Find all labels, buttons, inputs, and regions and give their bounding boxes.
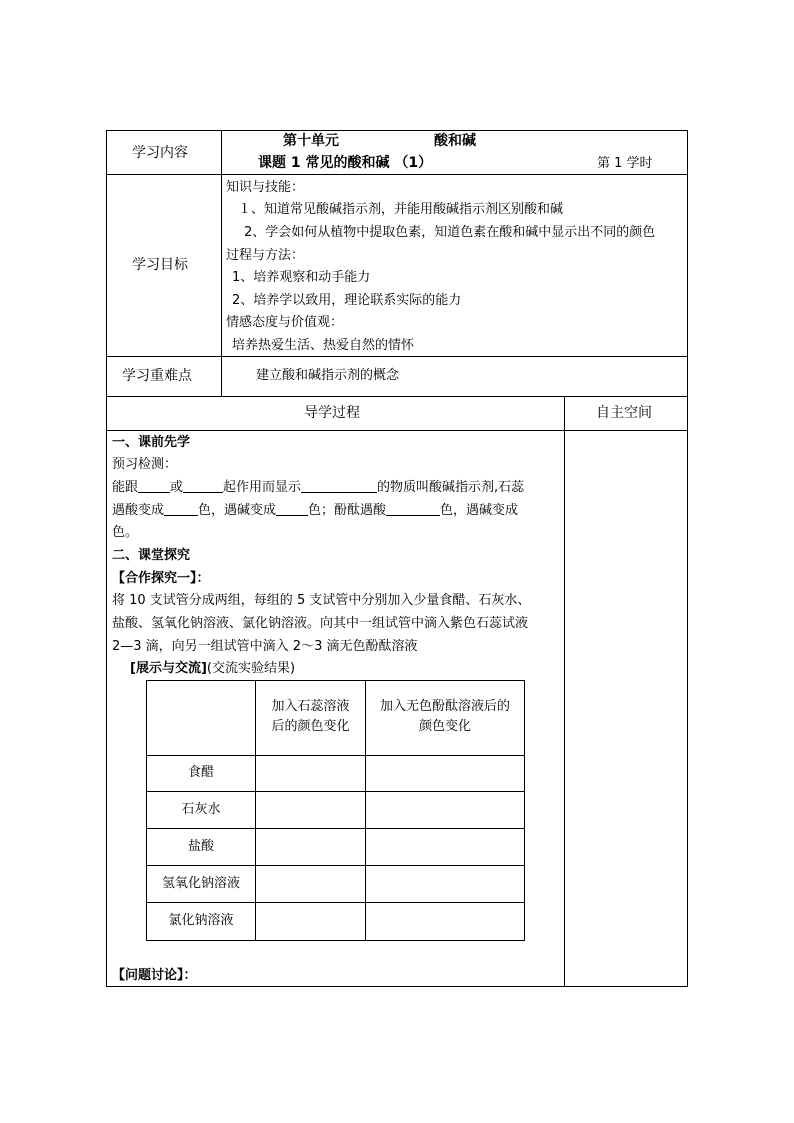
blank-field[interactable] <box>183 478 223 493</box>
result-table-divider <box>146 791 525 792</box>
header-line: 加入无色酚酞溶液后的 <box>379 699 510 714</box>
unit-title: 第十单元 <box>283 133 339 149</box>
result-table-divider <box>146 828 525 829</box>
table-border-top <box>106 130 688 131</box>
blank-field[interactable] <box>276 501 308 516</box>
table-divider <box>106 396 688 397</box>
result-row-label: 食醋 <box>187 765 214 780</box>
goal-line: 过程与方法： <box>226 248 305 263</box>
fill-line-3: 色。 <box>112 525 139 540</box>
result-row-label: 氢氧化钠溶液 <box>161 876 240 891</box>
goal-line: 2、学会如何从植物中提取色素，知道色素在酸和碱中显示出不同的颜色 <box>244 225 656 240</box>
result-col-phenolphthalein <box>366 697 524 737</box>
show-line <box>130 660 295 678</box>
unit-topic: 酸和碱 <box>434 133 476 149</box>
table-divider <box>106 174 688 175</box>
result-col-litmus <box>256 697 365 737</box>
section-preview-title: 一、课前先学 <box>112 435 191 450</box>
table-label-divider <box>221 130 222 396</box>
lesson-title: 课题 1 常见的酸和碱 （1） <box>258 155 433 171</box>
table-column-divider <box>564 396 565 986</box>
table-border-bottom <box>106 986 688 987</box>
show-title: [展示与交流] <box>130 661 207 676</box>
goal-line: 1、培养观察和动手能力 <box>232 270 371 285</box>
result-table-divider <box>146 902 525 903</box>
goal-line: 情感态度与价值观： <box>226 315 344 330</box>
result-table-border <box>146 940 525 941</box>
result-row-label: 氯化钠溶液 <box>168 913 234 928</box>
fill-text: 遇酸变成 <box>112 503 165 518</box>
col-guide-header: 导学过程 <box>304 405 360 421</box>
col-self-header: 自主空间 <box>596 405 652 421</box>
result-table-border <box>146 680 525 681</box>
result-row-label: 盐酸 <box>187 839 214 854</box>
show-note: (交流实验结果) <box>206 661 296 676</box>
fill-line-1 <box>112 478 524 497</box>
header-line: 后的颜色变化 <box>271 719 350 734</box>
table-border-right <box>687 130 688 987</box>
header-line: 加入石蕊溶液 <box>271 699 350 714</box>
key-points-text: 建立酸和碱指示剂的概念 <box>256 368 400 383</box>
coop-line: 盐酸、氢氧化钠溶液、氯化钠溶液。向其中一组试管中滴入紫色石蕊试液 <box>112 616 529 631</box>
lesson-period: 第 1 学时 <box>597 156 653 171</box>
coop-line: 将 10 支试管分成两组，每组的 5 支试管中分别加入少量食醋、石灰水、 <box>112 593 531 608</box>
section-class-title: 二、课堂探究 <box>112 548 191 563</box>
fill-text: 色；酚酞遇酸 <box>308 503 387 518</box>
table-border-left <box>106 130 107 987</box>
label-content: 学习内容 <box>132 145 188 161</box>
fill-text: 色，遇碱变成 <box>440 503 519 518</box>
goal-line: １、知道常见酸碱指示剂，并能用酸碱指示剂区别酸和碱 <box>238 202 564 217</box>
fill-line-2 <box>112 501 518 520</box>
fill-text: 的物质叫酸碱指示剂,石蕊 <box>377 480 525 495</box>
coop-line: 2—3 滴，向另一组试管中滴入 2～3 滴无色酚酞溶液 <box>112 639 418 654</box>
blank-field[interactable] <box>138 478 170 493</box>
blank-field[interactable] <box>301 478 377 493</box>
goal-line: 知识与技能： <box>226 180 305 195</box>
fill-text: 或 <box>170 480 184 495</box>
blank-field[interactable] <box>386 501 440 516</box>
result-row-label: 石灰水 <box>181 802 221 817</box>
header-line: 颜色变化 <box>418 719 471 734</box>
blank-field[interactable] <box>164 501 198 516</box>
label-key-points: 学习重难点 <box>122 368 192 384</box>
fill-text: 色，遇碱变成 <box>198 503 277 518</box>
table-divider <box>106 430 688 431</box>
goal-line: 培养热爱生活、热爱自然的情怀 <box>232 338 415 353</box>
fill-text: 起作用而显示 <box>223 480 302 495</box>
result-table-border <box>524 680 525 941</box>
goal-line: 2、培养学以致用，理论联系实际的能力 <box>232 293 462 308</box>
table-divider <box>106 356 688 357</box>
discuss-title: 【问题讨论】： <box>112 968 197 983</box>
label-goals: 学习目标 <box>132 257 188 273</box>
preview-label: 预习检测： <box>112 457 178 472</box>
coop-title: 【合作探究一】： <box>112 571 210 586</box>
fill-text: 能跟 <box>112 480 139 495</box>
result-table-divider <box>146 865 525 866</box>
result-table-divider <box>146 755 525 756</box>
